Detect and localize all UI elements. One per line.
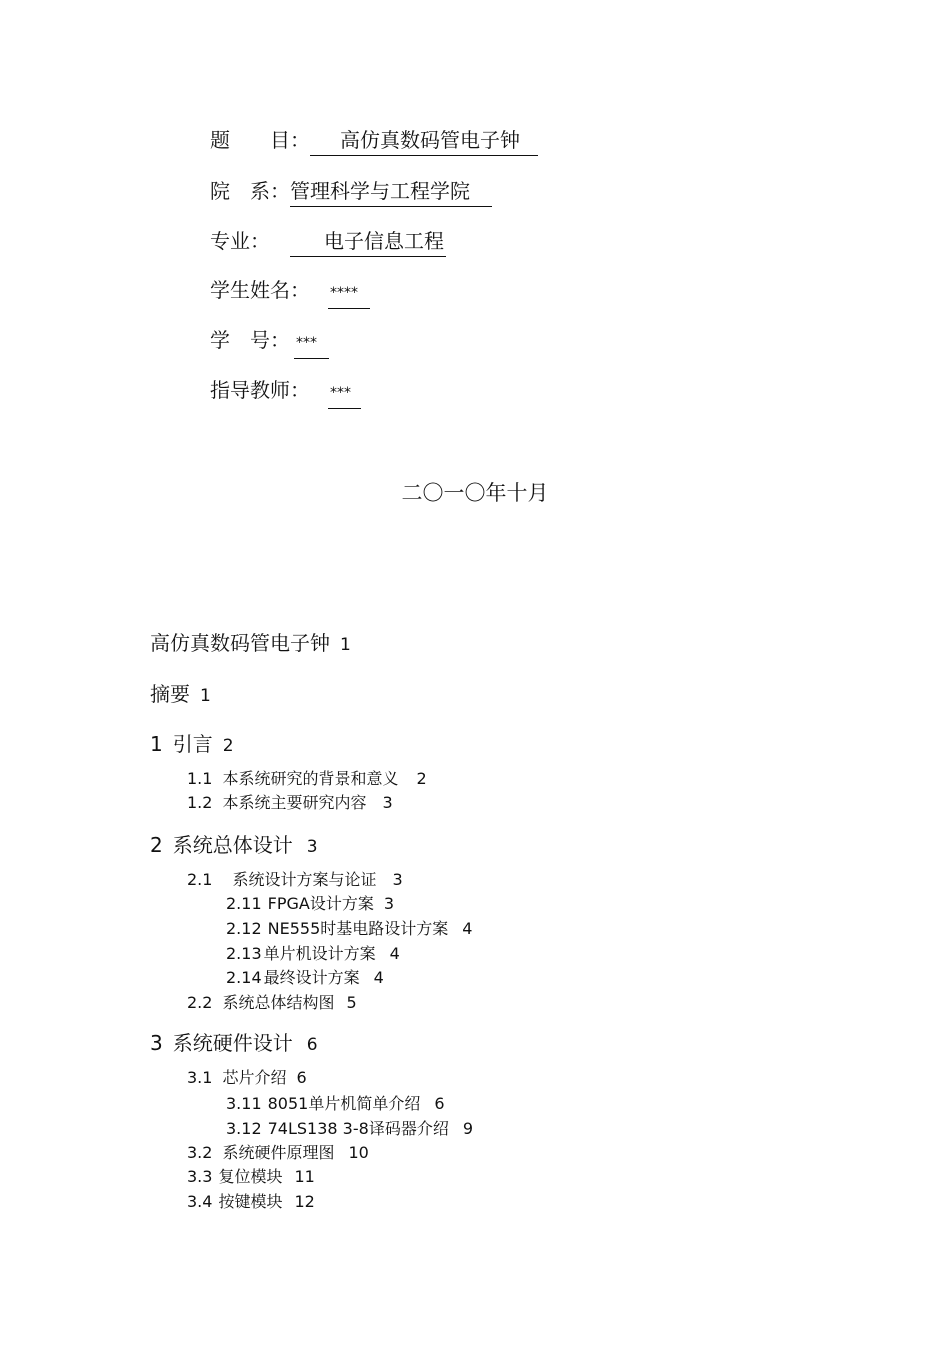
toc-page: 3	[382, 793, 393, 812]
toc-number: 1.1	[187, 769, 213, 788]
toc-number: 2.2	[187, 993, 213, 1012]
toc-title: 按键模块	[218, 1192, 283, 1211]
toc-title: 系统总体设计	[172, 833, 293, 857]
toc-page: 4	[373, 968, 384, 987]
toc-title: 单片机设计方案	[263, 944, 376, 963]
title-value: 高仿真数码管电子钟	[310, 127, 538, 156]
student-id-label: 学 号：	[210, 328, 290, 352]
toc-entry[interactable]	[187, 990, 357, 1013]
student-id-value: ***	[294, 330, 329, 359]
student-name-value: ****	[328, 280, 370, 309]
title-label: 题 目：	[210, 128, 310, 152]
toc-number: 3.3	[187, 1167, 213, 1186]
title-field	[210, 127, 538, 156]
toc-entry[interactable]	[150, 728, 234, 757]
toc-page: 9	[462, 1119, 474, 1138]
toc-number: 1	[150, 732, 163, 756]
toc-title: 8051单片机简单介绍	[267, 1094, 421, 1113]
toc-number: 2	[150, 833, 163, 857]
toc-title: 芯片介绍	[222, 1068, 287, 1087]
toc-number: 2.13	[226, 944, 262, 963]
toc-title: 复位模块	[218, 1167, 283, 1186]
toc-entry[interactable]	[226, 891, 394, 914]
toc-page: 12	[294, 1192, 315, 1211]
toc-number: 3.12	[226, 1119, 262, 1138]
toc-title: 本系统研究的背景和意义	[222, 769, 399, 788]
toc-title: 系统硬件原理图	[222, 1143, 335, 1162]
toc-entry[interactable]	[187, 1164, 315, 1187]
toc-number: 3.4	[187, 1192, 213, 1211]
toc-title: 系统硬件设计	[172, 1031, 293, 1055]
toc-page: 6	[296, 1068, 307, 1087]
toc-title: NE555时基电路设计方案	[267, 919, 449, 938]
toc-title: 系统设计方案与论证	[232, 870, 377, 889]
toc-number: 3.1	[187, 1068, 213, 1087]
toc-page: 4	[389, 944, 400, 963]
toc-entry[interactable]	[187, 790, 393, 813]
toc-number: 3.2	[187, 1143, 213, 1162]
toc-entry[interactable]	[150, 1027, 318, 1056]
toc-entry[interactable]	[150, 829, 318, 858]
toc-number: 2.11	[226, 894, 262, 913]
toc-entry[interactable]	[226, 1091, 445, 1114]
advisor-field	[210, 377, 361, 409]
toc-title: 74LS138 3-8译码器介绍	[267, 1119, 449, 1138]
toc-entry[interactable]	[150, 678, 211, 707]
toc-page: 4	[462, 919, 473, 938]
toc-entry[interactable]	[187, 766, 427, 789]
toc-title: 系统总体结构图	[222, 993, 335, 1012]
toc-entry[interactable]	[150, 627, 351, 656]
toc-title: 最终设计方案	[263, 968, 360, 987]
department-label: 院 系：	[210, 179, 290, 203]
toc-title: 引言	[172, 732, 213, 756]
advisor-label: 指导教师：	[210, 378, 310, 402]
major-value: 电子信息工程	[290, 228, 446, 257]
student-name-label: 学生姓名：	[210, 278, 310, 302]
major-field	[210, 228, 446, 257]
toc-page: 6	[306, 1035, 318, 1055]
department-value: 管理科学与工程学院	[290, 178, 492, 207]
toc-page: 5	[346, 993, 357, 1012]
toc-entry[interactable]	[187, 1140, 369, 1163]
toc-page: 11	[294, 1167, 315, 1186]
toc-page: 10	[348, 1143, 369, 1162]
toc-title: 摘要	[150, 682, 190, 706]
toc-entry[interactable]	[226, 941, 400, 964]
toc-page: 2	[416, 769, 427, 788]
advisor-value: ***	[328, 380, 361, 409]
toc-page: 3	[306, 837, 318, 857]
toc-number: 3.11	[226, 1094, 262, 1113]
student-name-field	[210, 277, 370, 309]
toc-page: 6	[434, 1094, 445, 1113]
toc-page: 1	[340, 635, 351, 655]
toc-title: 高仿真数码管电子钟	[150, 631, 330, 655]
toc-entry[interactable]	[226, 1116, 473, 1139]
toc-number: 2.1	[187, 870, 213, 889]
cover-date: 二〇一〇年十月	[401, 481, 549, 505]
toc-page: 2	[222, 736, 234, 756]
toc-number: 3	[150, 1031, 163, 1055]
toc-entry[interactable]	[187, 867, 403, 890]
toc-page: 1	[200, 686, 211, 706]
toc-title: FPGA设计方案	[267, 894, 374, 913]
student-id-field	[210, 327, 329, 359]
toc-entry[interactable]	[187, 1189, 315, 1212]
toc-title: 本系统主要研究内容	[222, 793, 367, 812]
toc-entry[interactable]	[187, 1065, 307, 1088]
toc-page: 3	[392, 870, 403, 889]
toc-page: 3	[383, 894, 395, 913]
toc-entry[interactable]	[226, 916, 472, 939]
department-field	[210, 178, 492, 207]
toc-number: 2.12	[226, 919, 262, 938]
toc-number: 2.14	[226, 968, 262, 987]
toc-entry[interactable]	[226, 965, 384, 988]
toc-number: 1.2	[187, 793, 213, 812]
major-label: 专业：	[210, 229, 270, 253]
